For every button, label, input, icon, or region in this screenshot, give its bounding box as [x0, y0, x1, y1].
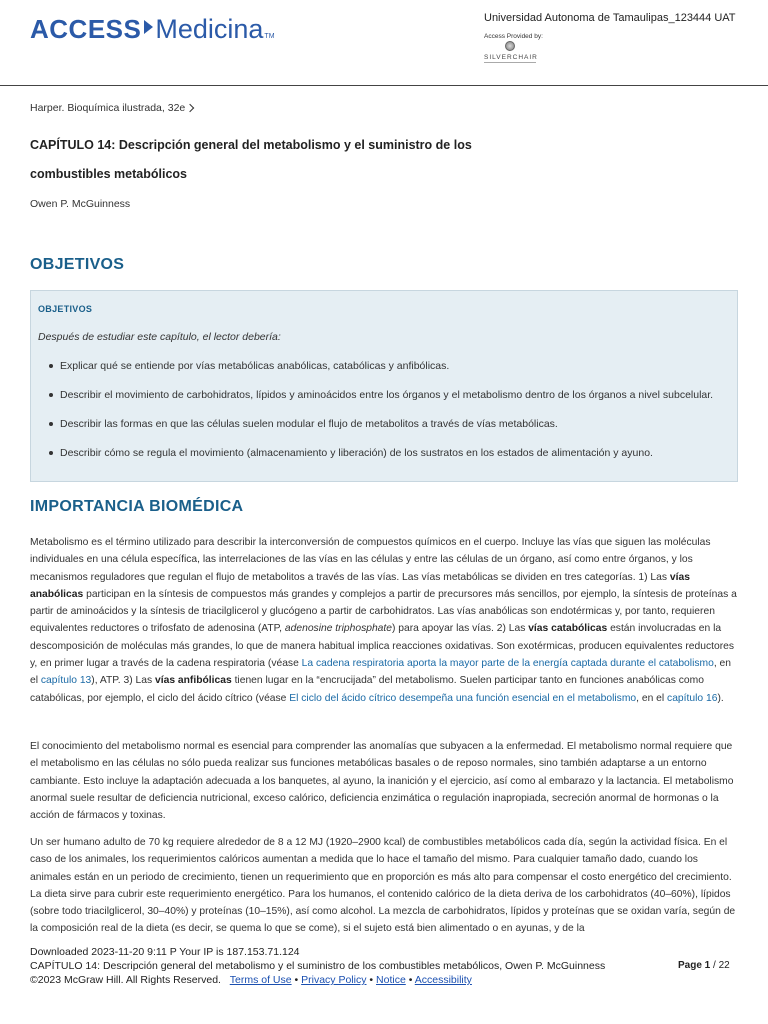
silverchair-divider	[484, 62, 536, 63]
link-cadena-respiratoria[interactable]: La cadena respiratoria aporta la mayor parte de la energía captada durante el catabolismo	[301, 658, 714, 670]
objectives-intro: Después de estudiar este capítulo, el lector debería:	[38, 331, 281, 343]
page-header	[0, 0, 768, 86]
silverchair-logo-text: SILVERCHAIR	[484, 54, 538, 61]
paragraph-metabolismo-normal: El conocimiento del metabolismo normal es esencial para comprender las anomalías que subyacen a la enfermedad. El metabolismo normal requiere que el metabolismo en las células no sólo pueda realizar sus funciones metabólicas basales o de reposo normales, sino también adaptarse a un entorno cambiante. Esto incluye la adaptación adecuada a los banquetes, al ayuno, la inanición y el ejercicio, así como al embarazo y la lactancia. El metabolismo anormal suele resultar de deficiencia nutricional, exceso calórico, deficiencia enzimática o regulación inapropiada, secreción anormal de hormonas o la acción de fármacos y toxinas.	[30, 741, 734, 822]
chevron-right-icon	[186, 104, 194, 112]
chapter-author: Owen P. McGuinness	[30, 198, 131, 210]
objective-text: Describir las formas en que las células suelen modular el flujo de metabolitos a través de vías metabólicas.	[60, 418, 558, 430]
logo-arrow-icon	[144, 20, 153, 34]
link-ciclo-acido-citrico[interactable]: El ciclo del ácido cítrico desempeña una función esencial en el metabolismo	[289, 692, 637, 704]
bullet-icon	[49, 451, 53, 455]
objectives-box-title: OBJETIVOS	[38, 304, 93, 314]
access-provided-by: Access Provided by:	[484, 33, 543, 40]
download-info: Downloaded 2023-11-20 9:11 P Your IP is 187.153.71.124	[30, 946, 300, 958]
term-vias-anfibolicas: vías anfibólicas	[155, 675, 232, 687]
page-label: Page 1	[678, 960, 711, 971]
objectives-box	[30, 290, 738, 482]
objective-item	[38, 388, 738, 417]
paragraph-text: ), ATP. 3) Las	[91, 675, 155, 687]
separator: •	[369, 974, 374, 986]
importancia-biomedica-heading: IMPORTANCIA BIOMÉDICA	[30, 498, 244, 515]
objective-item	[38, 359, 738, 388]
accessmedicina-logo[interactable]	[30, 14, 275, 45]
paragraph-text: tienen lugar en la “encrucijada” del metabolismo. Suelen participar tanto en funciones anabólicas como catabólicas, por ejemplo, el ciclo del ácido cítrico (véase	[30, 675, 704, 704]
separator: •	[408, 974, 413, 986]
objetivos-heading: OBJETIVOS	[30, 256, 125, 273]
paragraph-text: , en el	[30, 658, 731, 687]
page-footer	[0, 940, 768, 1000]
objective-text: Describir el movimiento de carbohidratos, lípidos y aminoácidos entre los órganos y el metabolismo dentro de los órganos a nivel subcelular.	[60, 389, 714, 401]
notice-link[interactable]: Notice	[376, 974, 406, 986]
accessibility-link[interactable]: Accessibility	[414, 974, 472, 986]
objective-text: Explicar qué se entiende por vías metabólicas anabólicas, catabólicas y anfibólicas.	[60, 360, 450, 372]
page-total: / 22	[713, 960, 730, 971]
logo-medicina-text: Medicina	[155, 14, 264, 44]
paragraph-requerimientos: Un ser humano adulto de 70 kg requiere alrededor de 8 a 12 MJ (1920–2900 kcal) de combustibles metabólicos cada día, según la actividad física. En el caso de los animales, los requerimientos calóricos aumentan a medida que lo hace el tamaño del mismo. Para cualquier tamaño dado, cuando los animales están en un periodo de crecimiento, tienen un requerimiento que en proporción es más alto para compensar el costo energético del crecimiento. La dieta sirve para cubrir este requerimiento energético. Para los humanos, el contenido calórico de la dieta deriva de los carbohidratos (40–60%), lípidos (sobre todo triacilglicerol, 30–40%) y proteínas (10–15%), así como alcohol. La mezcla de carbohidratos, lípidos y proteínas que se oxidan varía, según de la composición real de la dieta (es decir, se quema lo que se come), si el sujeto está bien alimentado o en ayunas, y de la	[30, 837, 736, 935]
link-capitulo-16[interactable]: capítulo 16	[667, 692, 718, 704]
paragraph-text: ) para apoyar las vías. 2) Las	[391, 623, 529, 635]
silverchair-globe-icon	[505, 41, 515, 51]
bullet-icon	[49, 422, 53, 426]
paragraph-text: Metabolismo es el término utilizado para describir la interconversión de compuestos químicos en el cuerpo. Incluye las vías que siguen las moléculas individuales en una célula específica, las interrelaciones de las vías en las células y entre las células de un órgano, así como entre órganos, y los mecanismos reguladores que regulan el flujo de metabolitos a través de las vías. Las vías metabólicas se dividen en tres categorías. 1) Las	[30, 537, 711, 583]
link-capitulo-13[interactable]: capítulo 13	[40, 675, 92, 687]
privacy-policy-link[interactable]: Privacy Policy	[301, 974, 367, 986]
footer-citation: CAPÍTULO 14: Descripción general del metabolismo y el suministro de los combustibles metabólicos, Owen P. McGuinness	[30, 960, 606, 972]
terms-of-use-link[interactable]: Terms of Use	[229, 974, 292, 986]
institution-name: Universidad Autonoma de Tamaulipas_123444 UAT	[484, 12, 736, 24]
bullet-icon	[49, 393, 53, 397]
term-vias-anabolicas: vías anabólicas	[30, 571, 690, 600]
paragraph-text: participan en la síntesis de compuestos más grandes y complejos a partir de precursores más sencillos, por ejemplo, la síntesis de proteínas a partir de aminoácidos y la síntesis de triacilglicerol y glucógeno a partir de carbohidratos. Las vías anabólicas son endotérmicas y, por tanto, requieren equivalentes reductores o trifosfato de adenosina (ATP,	[30, 588, 737, 635]
logo-access-text: ACCESS	[30, 14, 142, 44]
objective-item	[38, 446, 738, 475]
paragraph-text: , en el	[636, 692, 668, 704]
paragraph-text: ).	[717, 692, 724, 704]
page-number	[678, 960, 730, 971]
breadcrumb[interactable]	[30, 102, 193, 114]
objective-text: Describir cómo se regula el movimiento (almacenamiento y liberación) de los sustratos en los estados de alimentación y ayuno.	[60, 447, 653, 459]
chapter-title: CAPÍTULO 14: Descripción general del metabolismo y el suministro de los combustibles metabólicos	[30, 138, 472, 181]
italic-term: adenosine triphosphate	[284, 623, 392, 635]
term-vias-catabolicas: vías catabólicas	[528, 623, 608, 635]
objective-item	[38, 417, 738, 446]
footer-copyright-line	[30, 974, 472, 986]
copyright-text: ©2023 McGraw Hill. All Rights Reserved.	[30, 974, 221, 986]
paragraph-metabolismo	[30, 534, 740, 707]
paragraph-text: están involucradas en la descomposición de moléculas más grandes, lo que de manera habitual implica reacciones oxidativas. Son exotérmicas, producen equivalentes reductores y, en primer lugar a través de la cadena respiratoria (véase	[30, 623, 735, 670]
breadcrumb-book-title[interactable]: Harper. Bioquímica ilustrada, 32e	[30, 102, 186, 114]
bullet-icon	[49, 364, 53, 368]
separator: •	[294, 974, 299, 986]
logo-trademark: TM	[264, 33, 275, 40]
objectives-list	[38, 359, 738, 475]
